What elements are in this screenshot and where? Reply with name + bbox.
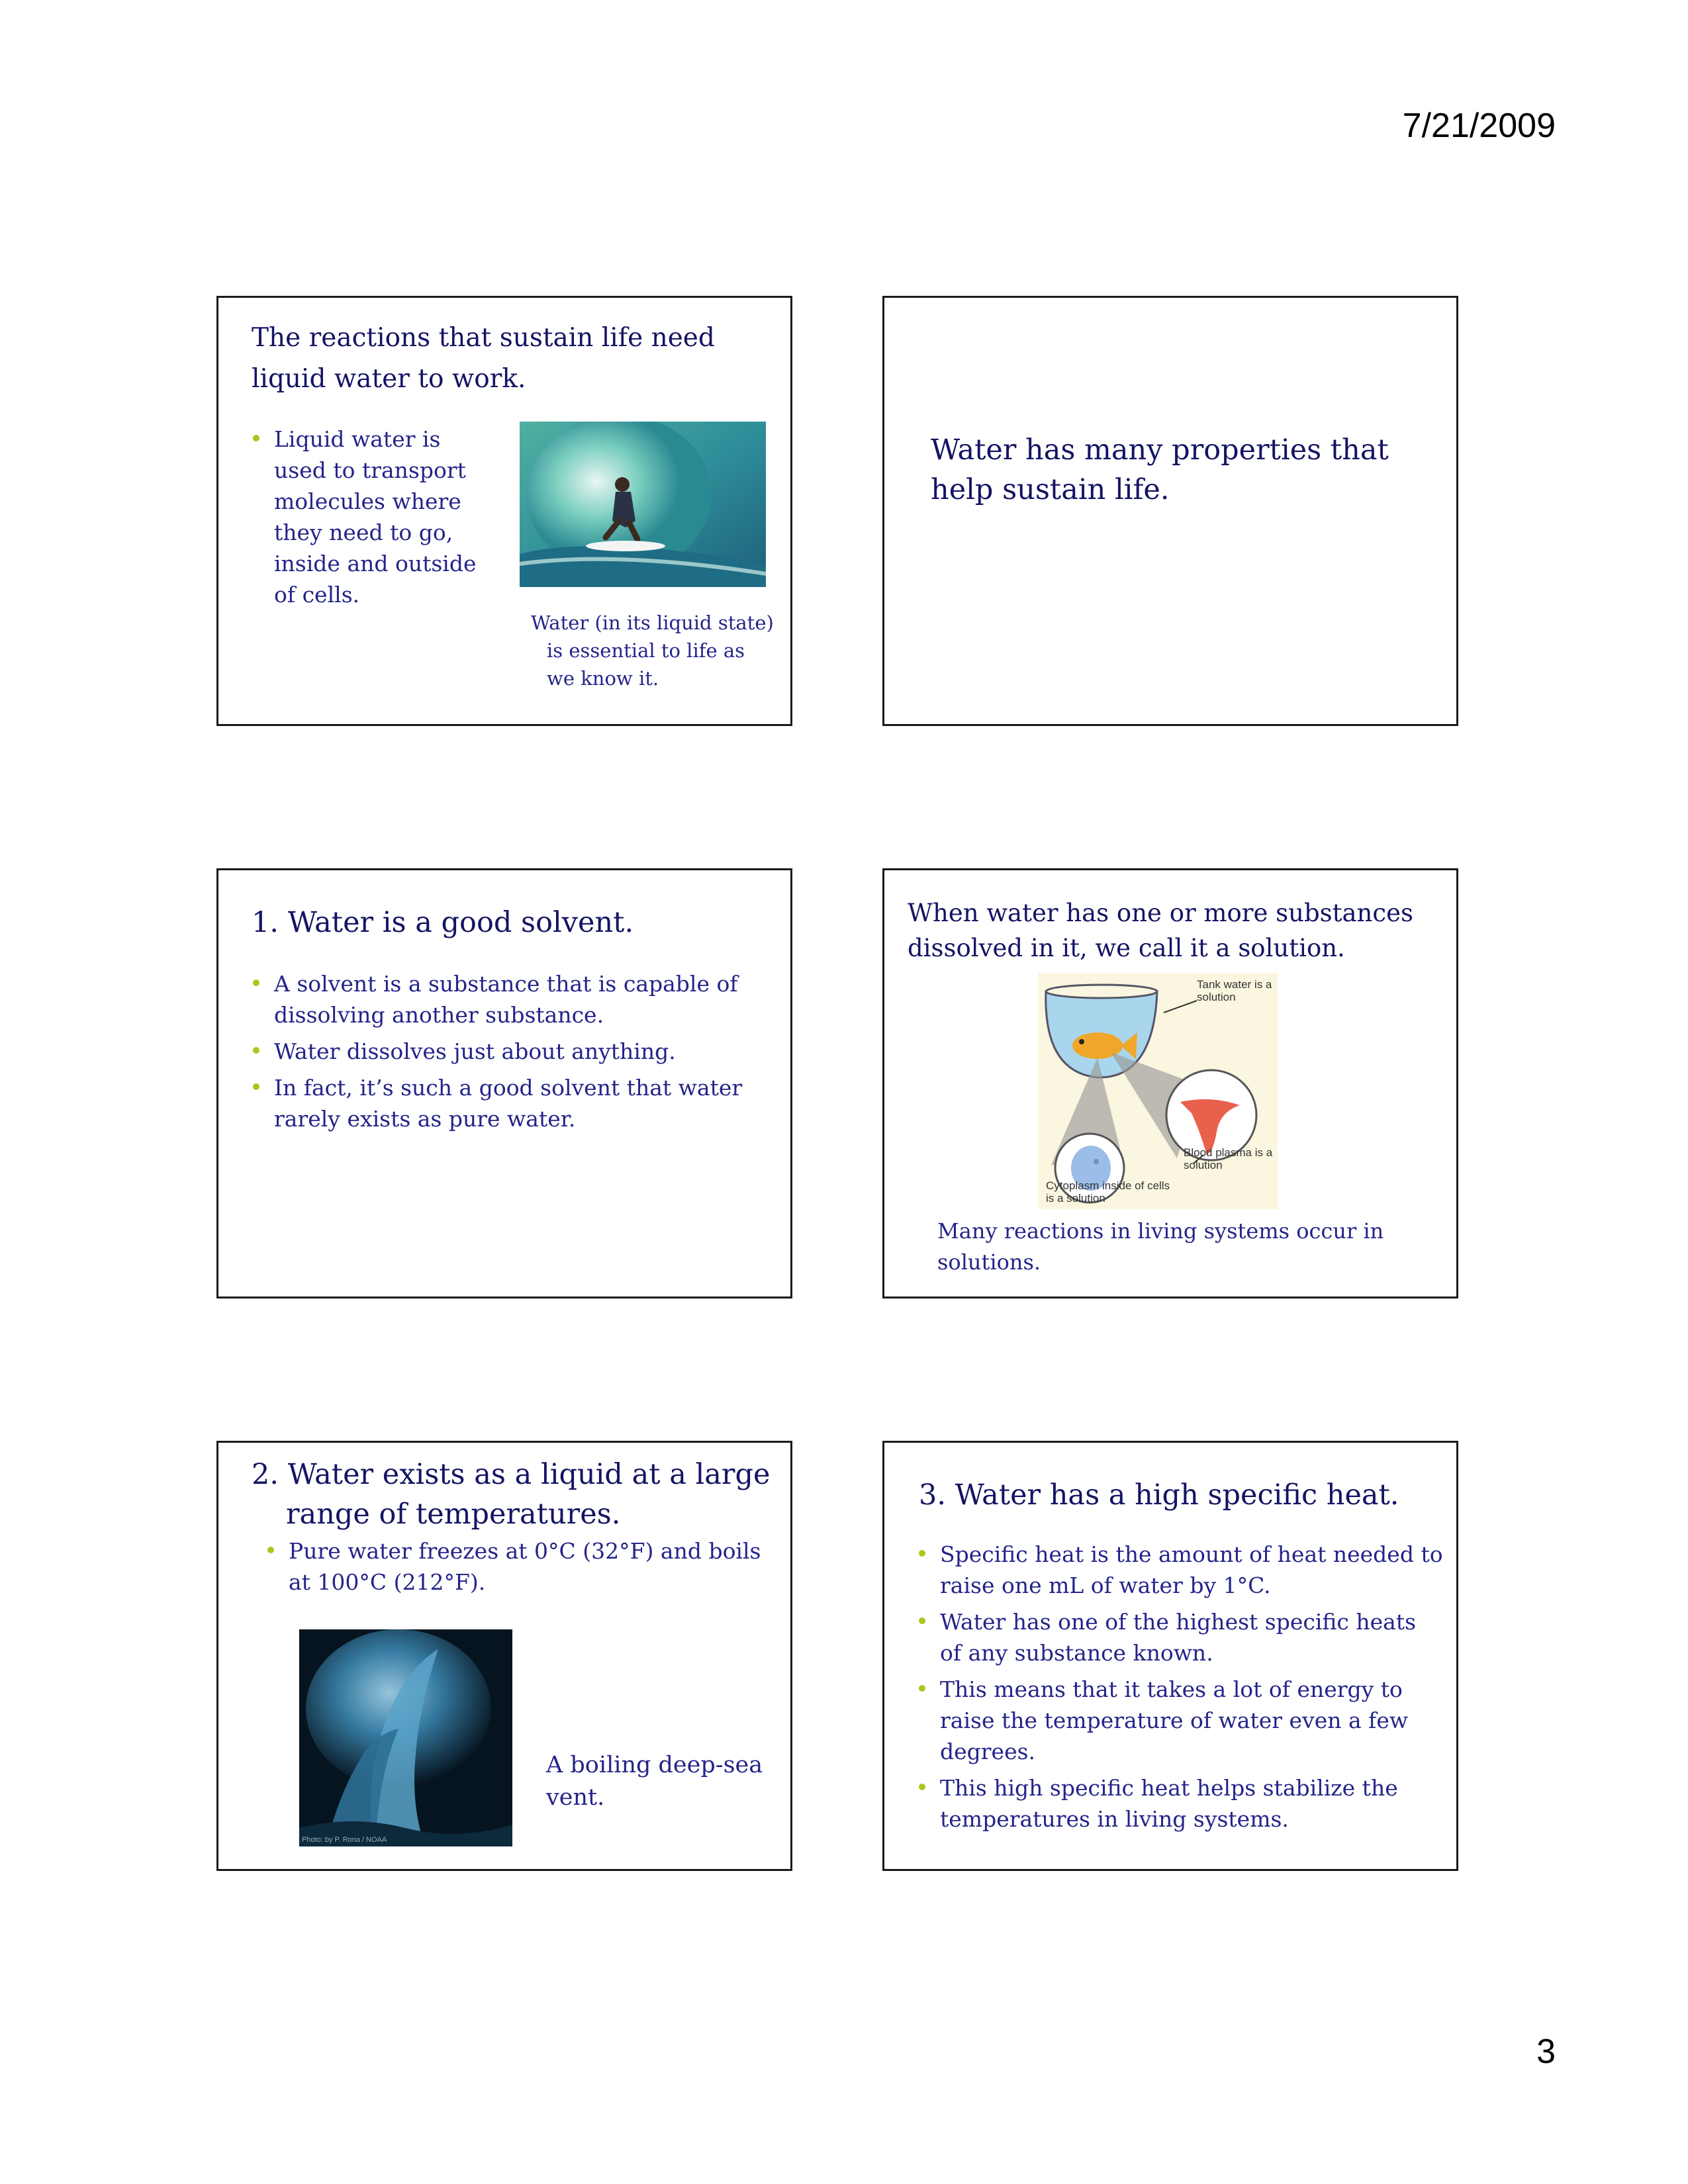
solution-diagram — [1038, 973, 1278, 1209]
bullet-item: In fact, it’s such a good solvent that water rarely exists as pure water. — [252, 1072, 768, 1134]
slide-title: 2. Water exists as a liquid at a large range of temperatures. — [252, 1458, 771, 1531]
slide-title: 3. Water has a high specific heat. — [919, 1479, 1399, 1512]
bullet-list — [252, 968, 768, 1140]
slide-title: When water has one or more substances dissolved in it, we call it a solution. — [908, 899, 1413, 962]
slide-2 — [882, 296, 1458, 726]
slide-4 — [882, 868, 1458, 1298]
deep-sea-vent-photo — [299, 1629, 512, 1846]
figure-label-plasma: Blood plasma is a solution — [1184, 1146, 1273, 1171]
bullet-item: Specific heat is the amount of heat needed to raise one mL of water by 1°C. — [917, 1539, 1444, 1601]
bullet-item: Water has one of the highest specific heats of any substance known. — [917, 1606, 1444, 1668]
slide-title: Water has many properties that help sustain life. — [931, 433, 1389, 506]
slide-1 — [216, 296, 792, 726]
bullet-item: A solvent is a substance that is capable of dissolving another substance. — [252, 968, 768, 1030]
bullet-item: Liquid water is used to transport molecules where they need to go, inside and outside of cells. — [252, 424, 477, 610]
bullet-list — [252, 424, 477, 615]
bullet-list — [917, 1539, 1444, 1840]
slide-title: 1. Water is a good solvent. — [252, 906, 634, 939]
slide-title: The reactions that sustain life need liquid water to work. — [252, 323, 715, 394]
bullet-item: This means that it takes a lot of energy to raise the temperature of water even a few degrees. — [917, 1674, 1444, 1767]
page-number: 3 — [1536, 2032, 1556, 2071]
slide-6 — [882, 1441, 1458, 1871]
slide-3 — [216, 868, 792, 1298]
figure-label-cytoplasm: Cytoplasm inside of cells is a solution — [1046, 1179, 1170, 1205]
surfer-photo — [520, 422, 766, 587]
page-date: 7/21/2009 — [1402, 107, 1556, 145]
slide-5 — [216, 1441, 792, 1871]
bullet-list — [266, 1535, 769, 1603]
photo-caption: Water (in its liquid state) is essential to life as we know it. — [531, 612, 774, 690]
bullet-item: Water dissolves just about anything. — [252, 1036, 768, 1067]
photo-credit: Photo: by P. Rona / NOAA — [302, 1836, 387, 1844]
bullet-item: Pure water freezes at 0°C (32°F) and boils at 100°C (212°F). — [266, 1535, 769, 1598]
figure-caption: Many reactions in living systems occur in solutions. — [937, 1218, 1384, 1275]
figure-label-tank: Tank water is a solution — [1197, 978, 1272, 1003]
photo-caption: A boiling deep-sea vent. — [546, 1752, 763, 1811]
bullet-item: This high specific heat helps stabilize the temperatures in living systems. — [917, 1772, 1444, 1835]
